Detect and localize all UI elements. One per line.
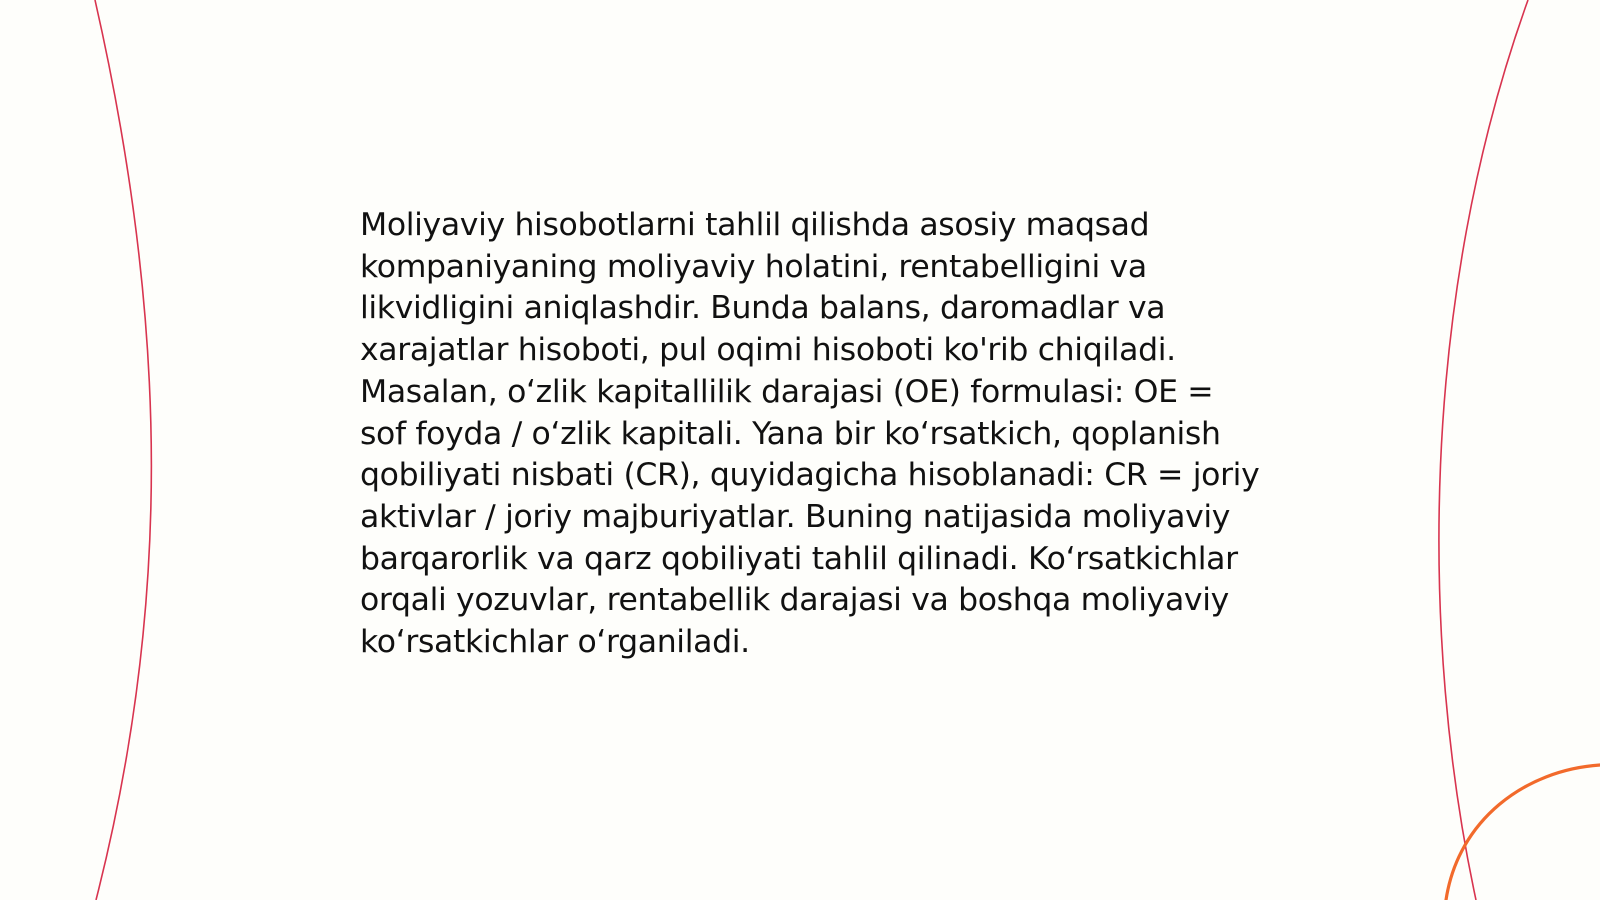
left-decorative-arc xyxy=(95,0,151,900)
slide-body-text: Moliyaviy hisobotlarni tahlil qilishda asosiy maqsad kompaniyaning moliyaviy holatini, rentabelligini va likvidligini aniqlashdir. Bunda balans, daromadlar va xarajatlar hisoboti, pul oqimi hisoboti ko'rib chiqiladi. Masalan, oʻzlik kapitallilik darajasi (OE) formulasi: OE = sof foyda / oʻzlik kapitali. Yana bir koʻrsatkich, qoplanish qobiliyati nisbati (CR), quyidagicha hisoblanadi: CR = joriy aktivlar / joriy majburiyatlar. Buning natijasida moliyaviy barqarorlik va qarz qobiliyati tahlil qilinadi. Koʻrsatkichlar orqali yozuvlar, rentabellik darajasi va boshqa moliyaviy koʻrsatkichlar oʻrganiladi. xyxy=(360,207,1260,661)
right-decorative-arc xyxy=(1439,0,1528,900)
orange-corner-arc xyxy=(1446,765,1600,900)
